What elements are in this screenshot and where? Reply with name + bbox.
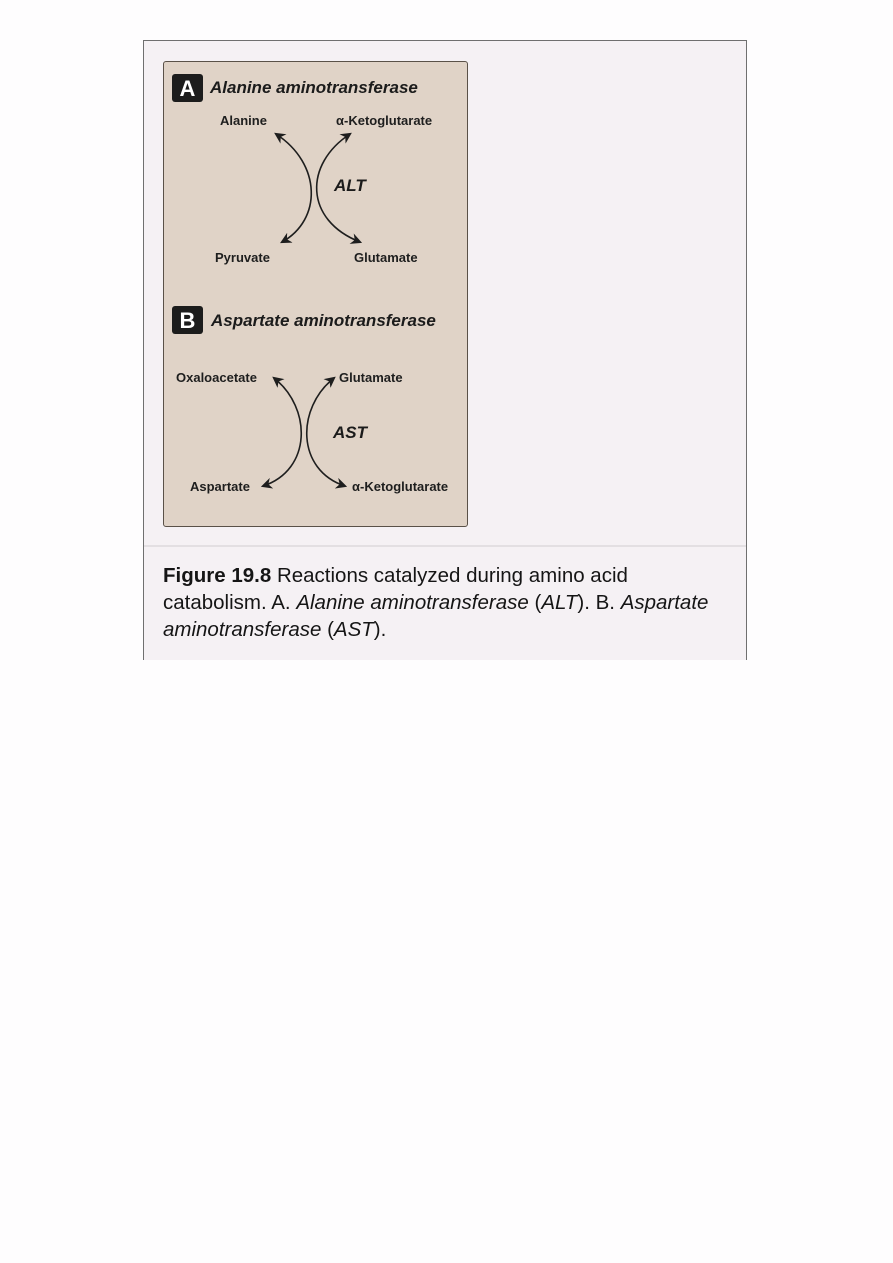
caption-text-4: ( (321, 618, 334, 641)
panel-b-badge-letter: B (179, 308, 196, 333)
panel-a-enzyme-label: ALT (334, 176, 366, 195)
panel-b (172, 306, 448, 494)
panel-a (172, 74, 432, 265)
figure-panel (163, 61, 468, 527)
caption-divider (144, 545, 746, 547)
panel-a-title: Alanine aminotransferase (210, 78, 418, 97)
caption-text-3: ). B. (577, 591, 621, 614)
caption-figure-number: Figure 19.8 (163, 564, 272, 587)
panel-a-badge-letter: A (179, 76, 196, 101)
panel-b-label-top-right: Glutamate (339, 370, 403, 385)
caption-ast-abbr: AST (333, 618, 374, 641)
caption-ast-full: Aspartate aminotransferase (163, 591, 709, 641)
panel-b-label-bottom-right: α-Ketoglutarate (352, 479, 449, 494)
figure-card (143, 40, 747, 660)
panel-a-left-arc (276, 134, 311, 242)
panel-b-label-top-left: Oxaloacetate (176, 370, 257, 385)
caption-text-2: ( (528, 591, 542, 614)
panel-b-label-bottom-left: Aspartate (190, 479, 250, 494)
caption-alt-full: Alanine aminotransferase (296, 591, 529, 614)
panel-a-label-bottom-right: Glutamate (354, 250, 418, 265)
caption-text-1: Reactions catalyzed during amino acid catabolism. A. (163, 564, 628, 614)
panel-b-left-arc (263, 378, 301, 486)
reaction-diagram (164, 62, 469, 528)
panel-a-label-bottom-left: Pyruvate (215, 250, 270, 265)
figure-caption (163, 562, 733, 643)
panel-a-label-top-right: α-Ketoglutarate (336, 113, 433, 128)
panel-b-title: Aspartate aminotransferase (211, 311, 436, 330)
panel-a-label-top-left: Alanine (220, 113, 267, 128)
panel-b-enzyme-label: AST (333, 423, 367, 442)
caption-alt-abbr: ALT (541, 591, 578, 614)
caption-text-5: ). (373, 618, 387, 641)
